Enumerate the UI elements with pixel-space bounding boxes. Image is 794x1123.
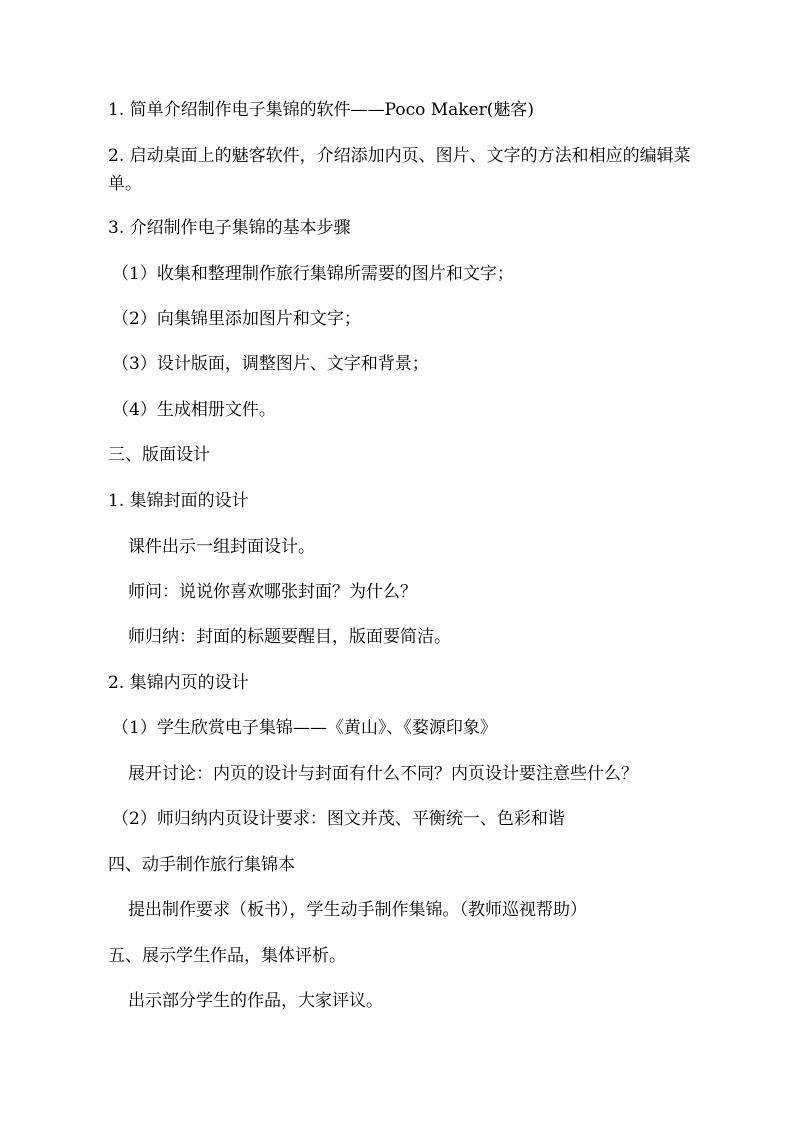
step-1-software-intro: 1. 简单介绍制作电子集锦的软件——Poco Maker(魅客) — [108, 100, 535, 120]
sub-step-2: （2）向集锦里添加图片和文字； — [112, 309, 361, 329]
show-student-works: 出示部分学生的作品，大家评议。 — [128, 991, 383, 1011]
production-requirements: 提出制作要求（板书），学生动手制作集锦。（教师巡视帮助） — [128, 900, 587, 920]
cover-design-heading: 1. 集锦封面的设计 — [108, 491, 249, 511]
step-3-basic-steps: 3. 介绍制作电子集锦的基本步骤 — [108, 218, 351, 238]
teacher-summary-cover: 师归纳：封面的标题要醒目，版面要简洁。 — [128, 627, 451, 647]
students-appreciate: （1）学生欣赏电子集锦——《黄山》、《婺源印象》 — [112, 718, 497, 738]
sub-step-1: （1）收集和整理制作旅行集锦所需要的图片和文字； — [112, 264, 514, 284]
section-5-heading: 五、展示学生作品，集体评析。 — [108, 946, 346, 966]
step-2-launch-software: 2. 启动桌面上的魅客软件，介绍添加内页、图片、文字的方法和相应的编辑菜单。 — [108, 146, 691, 194]
inner-page-design-heading: 2. 集锦内页的设计 — [108, 673, 249, 693]
sub-step-3: （3）设计版面，调整图片、文字和背景； — [112, 354, 429, 374]
discussion-prompt: 展开讨论：内页的设计与封面有什么不同？内页设计要注意些什么？ — [128, 764, 638, 784]
teacher-question: 师问：说说你喜欢哪张封面？为什么？ — [128, 582, 417, 602]
section-4-heading: 四、动手制作旅行集锦本 — [108, 855, 295, 875]
sub-step-4: （4）生成相册文件。 — [112, 400, 276, 420]
inner-page-requirements: （2）师归纳内页设计要求：图文并茂、平衡统一、色彩和谐 — [112, 809, 565, 829]
courseware-cover-examples: 课件出示一组封面设计。 — [128, 537, 315, 557]
section-3-heading: 三、版面设计 — [108, 445, 210, 465]
